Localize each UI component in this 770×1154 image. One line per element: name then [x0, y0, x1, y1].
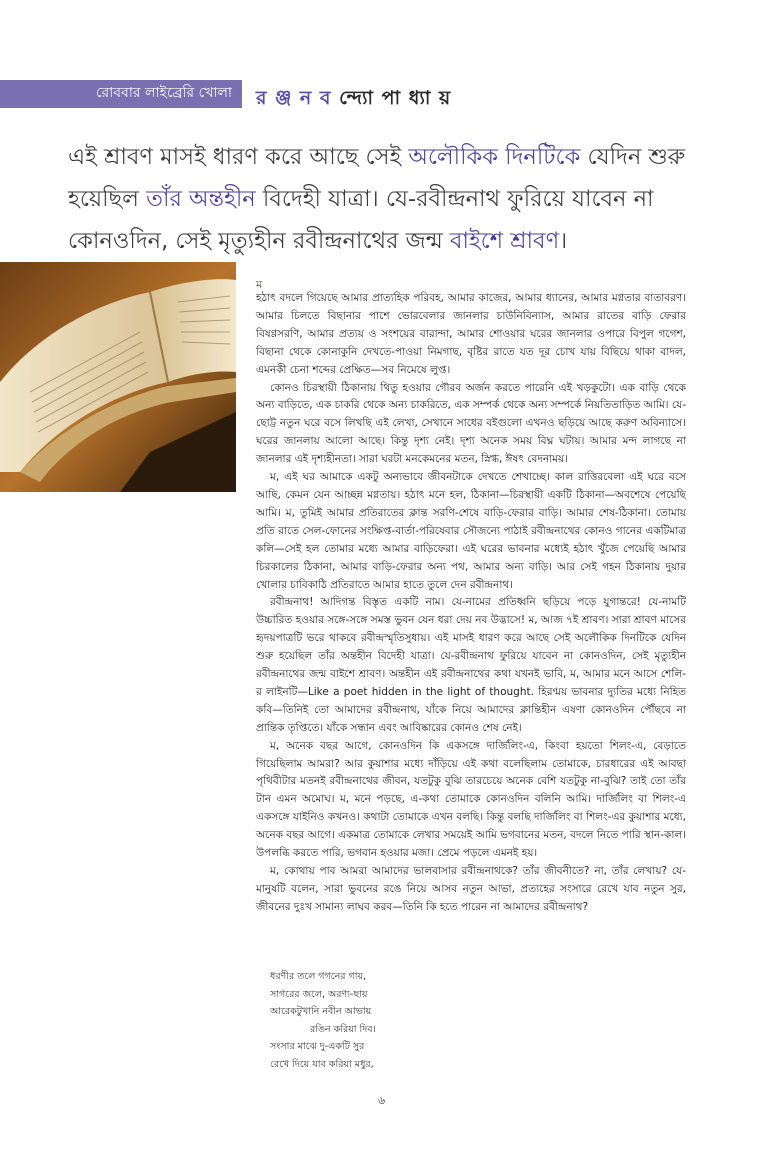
- open-book-illustration: [0, 262, 236, 492]
- poem-line: রঙিন করিয়া দিব।: [310, 1023, 376, 1035]
- section-tag: রোববার লাইব্রেরি খোলা: [0, 80, 242, 106]
- paragraph: হঠাৎ বদলে গিয়েছে আমার প্রাত্যহিক পরিবহ, আমার কাজের, আমার ধ্যানের, আমার মগ্নতার বাতাবরণ। আমার চিলতে বিছানার পাশে ভোরবেলার জানলার চাউনিবিন্যাস, আমার রাতের বাড়ি ফেরার বিষণ্ণসরণি, আমার প্রত্যয় ও সংশয়ের বারান্দা, আমার শোওয়ার ঘরের জানলার ওপারে বিপুল গগেশ, বিছানা থেকে কোনাকুনি দেখতে-পাওয়া নিমগাছ, বৃষ্টির রাতে যত দূর চোখ যায় বিছিয়ে থাকা বাদল, এমনকী চেনা শব্দের প্রেক্ষিত—সব নিমেষে লুপ্ত।: [256, 292, 686, 376]
- pull-quote-text: যেদিন শুরু হয়েছিল: [68, 144, 686, 212]
- poem-line: ধরণীর তলে গগনের গায়,: [270, 971, 367, 982]
- pull-quote-highlight: বাইশে শ্রাবণ: [449, 228, 560, 254]
- open-book-photo: [0, 262, 236, 492]
- paragraph: কোনও চিরস্থায়ী ঠিকানায় থিতু হওয়ার গৌরব অর্জন করতে পারেনি এই খড়কুটো। এক বাড়ি থেকে অন্য বাড়িতে, এক চাকরি থেকে অন্য চাকরিতে, এক সম্পর্ক থেকে অন্য সম্পর্কে নিয়তিতাড়িত আমি। যে-ছোট্ট নতুন ঘরে বসে লিখছি এই লেখা, সেখানে সাধের বইগুলো এখনও ছড়িয়ে আছে করুণ অবিন্যাসে। ঘরের জানলায় আলো আছে। কিন্তু দৃশ্য নেই। দৃশ্য অনেক সময় বিঘ্ন ঘটায়। আমার মন্দ লাগছে না জানলার এই দৃশ্যহীনতা। সারা ঘরটা মনকেমনের মতন, স্নিগ্ধ, ঈষৎ বেদনাময়।: [256, 381, 686, 466]
- poem-line: সংসার মাঝে দু-একটি সুর: [270, 1041, 365, 1052]
- poem-line: রেখে দিয়ে যাব করিয়া মধুর,: [270, 1058, 374, 1070]
- paragraph: ম, কোথায় পাব আমরা আমাদের ভালবাসার রবীন্দ্রনাথকে? তাঁর জীবনীতে? না, তাঁর লেখায়? যে-মানুষটি বলেন, সারা ভুবনের রঙে নিয়ে আসব নতুন আভা, প্রত্যহের সংসারে রেখে যাব নতুন সুর, জীবনের দুঃখ সামান্য লাঘব করব—তিনি কি হতে পারেন না আমাদের রবীন্দ্রনাথ?: [256, 865, 686, 913]
- dropcap: ম: [256, 278, 263, 291]
- page-number: ৬: [378, 1094, 386, 1107]
- pull-quote-text: বিদেহী যাত্রা। যে-রবীন্দ্রনাথ ফুরিয়ে যাবেন না কোনওদিন, সেই মৃত্যুহীন রবীন্দ্রনাথের জন্ম: [68, 186, 654, 254]
- author-name: [256, 84, 451, 116]
- poem-line: সাগরের জলে, অরণ্য-ছায়: [270, 988, 368, 1000]
- poem-excerpt: [270, 968, 570, 1073]
- paragraph: ম, অনেক বছর আগে, কোনওদিন কি একসঙ্গে দার্জিলিং-এ, কিংবা হয়তো শিলং-এ, বেড়াতে গিয়েছিলাম আমরা? আর কুয়াশার মধ্যে দাঁড়িয়ে এই কথা বলেছিলাম তোমাকে, চারধারের এই আবছা পৃথিবীটার মতনই রবীন্দ্রনাথের জীবন, যতটুকু বুঝি তারচেয়ে অনেক বেশি যতটুকু না-বুঝি? তাই তো তাঁর টান এমন অমোঘ। ম, মনে পড়ছে, এ-কথা তোমাকে কোনওদিন বলিনি আমি। দার্জিলিং বা শিলং-এ একসঙ্গে যাইনিও কখনও। কথাটা তোমাকে এখন বলছি। কিন্তু বলছি দার্জিলিং বা শিলং-এর কুয়াশার মধ্যে, অনেক বছর আগে। একমাত্র তোমাকে লেখার সময়েই আমি ভগবানের মতন, বদলে নিতে পারি স্থান-কাল। উপলব্ধি করতে পারি, ভগবান হওয়ার মজা। প্রেমে পড়লে এমনই হয়।: [256, 739, 686, 860]
- author-first-name: র ঞ্জ ন: [256, 87, 313, 109]
- author-surname-rest: ন্দ্যো পা ধ্যা য়: [331, 87, 452, 109]
- pull-quote-highlight: অলৌকিক দিনটিকে: [408, 144, 581, 170]
- pull-quote-text: ।: [559, 228, 568, 254]
- paragraph: ম, এই ঘর আমাকে একটু অন্যভাবে জীবনটাকে দেখতে শেখাচ্ছে। কাল রাত্তিরবেলা এই ঘরে বসে আছি, কেমন যেন আচ্ছন্ন মগ্নতায়। হঠাৎ মনে হল, ঠিকানা—চিরস্থায়ী একটি ঠিকানা—অবশেষে পেয়েছি আমি। ম, তুমিই আমার প্রতিরাতের ক্লান্ত সরণি-শেষে বাড়ি-ফেরার বাড়ি। আমার শেষ-ঠিকানা। তোমায় প্রতি রাতে সেল-ফোনের সংক্ষিপ্ত-বার্তা-পরিষেবার সৌজন্যে পাঠাই রবীন্দ্রনাথের কোনও গানের একটিমাত্র কলি—সেই হল তোমার মধ্যে আমার বাড়িফেরা। এই ঘরের ভাবনার মধ্যেই হঠাৎ খুঁজে পেয়েছি আমার চিরকালের ঠিকানা, আমার বাড়ি-ফেরার অন্য পথ, আমার অন্য বাড়ি। আর সেই গহন ঠিকানায় দুয়ার খোলার চাবিকাঠি প্রতিরাতে আমার হাতে তুলে দেন রবীন্দ্রনাথ।: [256, 471, 686, 591]
- pull-quote-text: এই শ্রাবণ মাসই ধারণ করে আছে সেই: [68, 144, 409, 170]
- pull-quote-highlight: তাঁর অন্তহীন: [146, 186, 256, 212]
- paragraph: রবীন্দ্রনাথ! আদিগন্ত বিস্তৃত একটি নাম। যে-নামের প্রতিধ্বনি ছড়িয়ে পড়ে যুগান্তরে! যে-নামটি উচ্চারিত হওয়ার সঙ্গে-সঙ্গে সমস্ত ভুবন যেন ধরা দেয় নব উদ্ভাসে! ম, আজ ৭ই শ্রাবণ। সারা শ্রাবণ মাসের হৃদয়পাত্রটি ভরে থাকবে রবীন্দ্রস্মৃতিসুধায়। এই মাসই ধারণ করে আছে সেই অলৌকিক দিনটিকে যেদিন শুরু হয়েছিল তাঁর অন্তহীন বিদেহী যাত্রা। যে-রবীন্দ্রনাথ ফুরিয়ে যাবেন না কোনওদিন, সেই মৃত্যুহীন রবীন্দ্রনাথের জন্ম বাইশে শ্রাবণ। অন্তহীন এই রবীন্দ্রনাথের কথা যখনই ভাবি, ম, আমার মনে আসে শেলি-র লাইনটি—Like a poet hidden in the light of thought. হিরণ্ময় ভাবনার দ্যুতির মধ্যে নিহিত কবি—তিনিই তো আমাদের রবীন্দ্রনাথ, যাঁকে নিয়ে আমাদের ক্লান্তিহীন এষণা কোনওদিন পৌঁছবে না প্রান্তিক তৃপ্তিতে। যাঁকে সন্ধান এবং আবিষ্কারের কোনও শেষ নেই।: [256, 596, 686, 734]
- poem-line: আরেকটুখানি নবীন আভায়: [270, 1006, 372, 1017]
- article-body: [256, 290, 686, 917]
- pull-quote: [68, 136, 748, 262]
- author-surname-initial: ব: [312, 87, 332, 109]
